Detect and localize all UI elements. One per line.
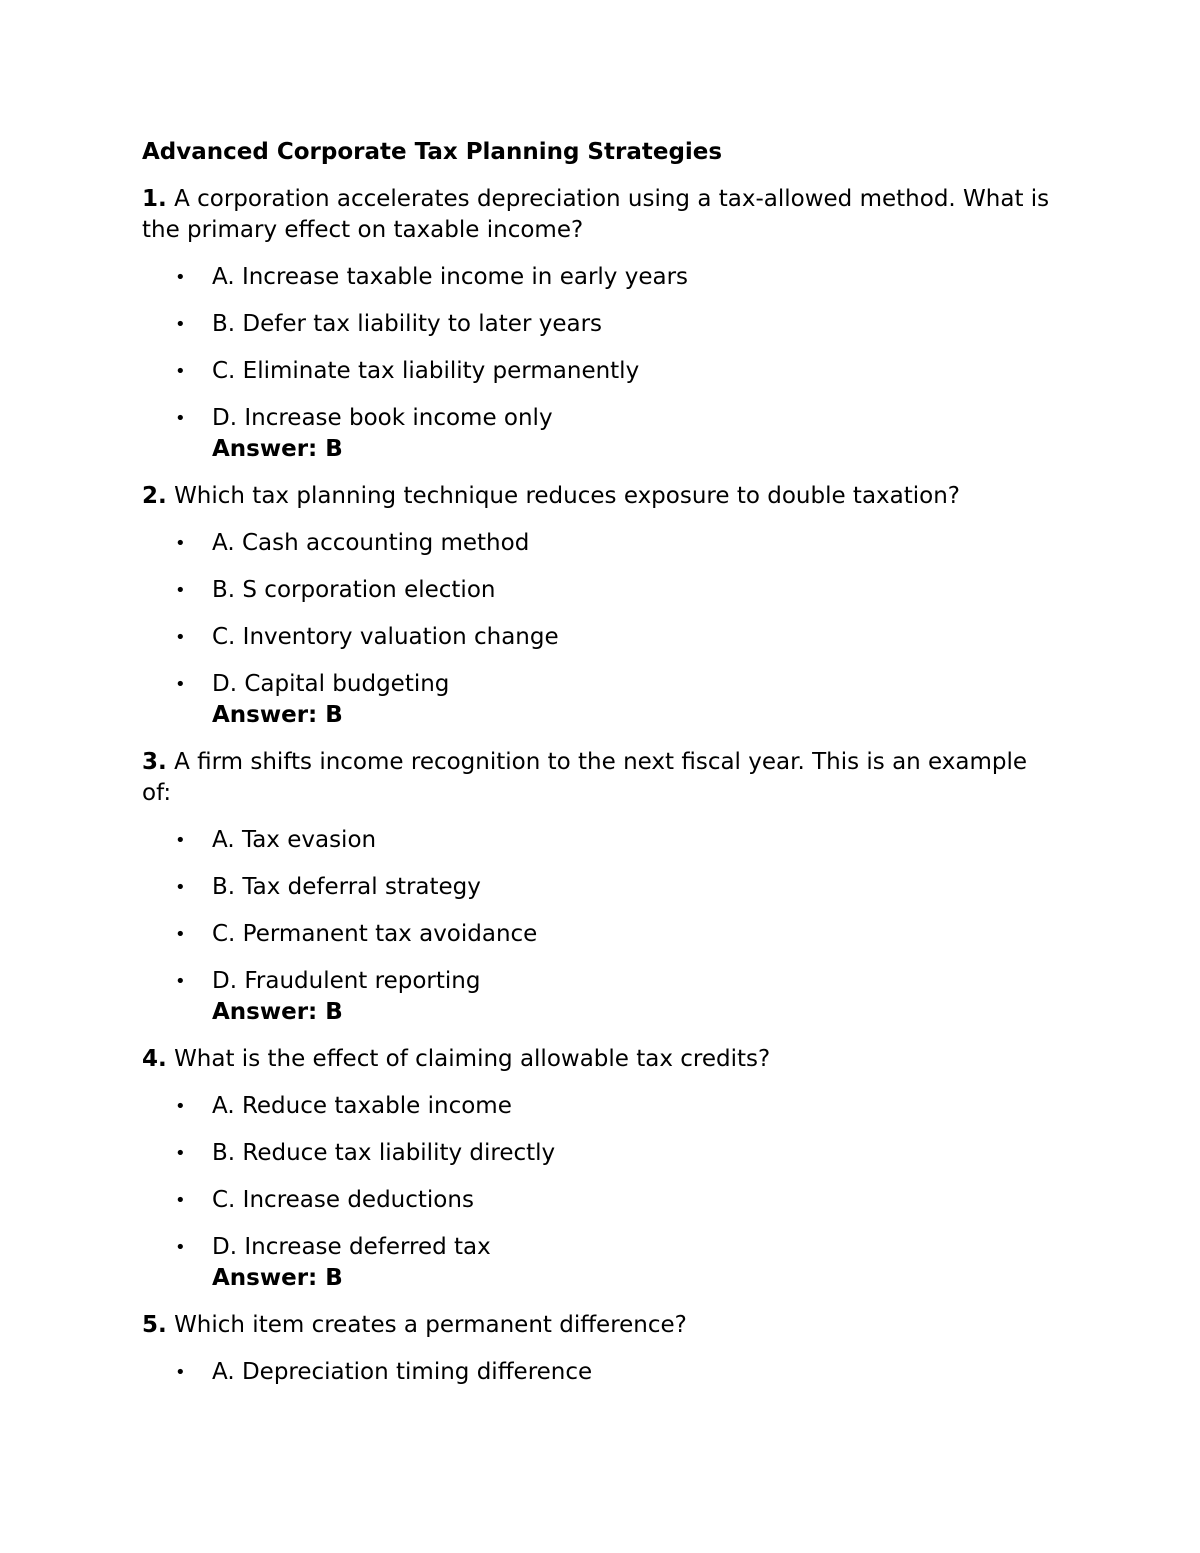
option-text: C. Eliminate tax liability permanently <box>212 358 640 384</box>
answer-label: Answer: <box>212 702 326 728</box>
bullet-icon: • <box>175 361 186 382</box>
bullet-icon: • <box>175 314 186 335</box>
option-item <box>142 825 1062 856</box>
option-item <box>142 1232 1062 1294</box>
option-text: A. Depreciation timing difference <box>212 1359 593 1385</box>
answer-value: B <box>325 436 343 462</box>
option-list <box>142 1357 1062 1388</box>
question-2 <box>142 481 1062 512</box>
bullet-icon: • <box>175 1362 186 1383</box>
question-number: 3. <box>142 749 167 775</box>
option-item <box>142 669 1062 731</box>
answer-line <box>212 434 1062 465</box>
option-item <box>142 262 1062 293</box>
option-item <box>142 356 1062 387</box>
option-text: D. Capital budgeting <box>212 671 450 697</box>
question-text: Which tax planning technique reduces exposure to double taxation? <box>174 483 961 509</box>
answer-label: Answer: <box>212 436 326 462</box>
option-item <box>142 966 1062 1028</box>
option-item <box>142 403 1062 465</box>
answer-value: B <box>325 999 343 1025</box>
option-item <box>142 575 1062 606</box>
bullet-icon: • <box>175 971 186 992</box>
option-list <box>142 262 1062 465</box>
option-list <box>142 528 1062 731</box>
bullet-icon: • <box>175 580 186 601</box>
answer-value: B <box>325 702 343 728</box>
question-number: 5. <box>142 1312 167 1338</box>
option-text: C. Increase deductions <box>212 1187 474 1213</box>
option-item <box>142 1138 1062 1169</box>
question-text: A firm shifts income recognition to the next fiscal year. This is an example of: <box>142 749 1028 806</box>
option-list <box>142 1091 1062 1294</box>
bullet-icon: • <box>175 408 186 429</box>
document-title: Advanced Corporate Tax Planning Strategies <box>142 139 723 165</box>
option-item <box>142 872 1062 903</box>
question-number: 2. <box>142 483 167 509</box>
bullet-icon: • <box>175 1190 186 1211</box>
option-text: B. Tax deferral strategy <box>212 874 481 900</box>
option-text: A. Cash accounting method <box>212 530 530 556</box>
option-text: B. S corporation election <box>212 577 496 603</box>
question-list <box>142 184 1062 1388</box>
answer-label: Answer: <box>212 999 326 1025</box>
bullet-icon: • <box>175 830 186 851</box>
bullet-icon: • <box>175 1237 186 1258</box>
question-1 <box>142 184 1062 246</box>
option-list <box>142 825 1062 1028</box>
option-item <box>142 1185 1062 1216</box>
option-item <box>142 528 1062 559</box>
question-text: A corporation accelerates depreciation using a tax-allowed method. What is the primary effect on taxable income? <box>142 186 1050 243</box>
question-text: Which item creates a permanent difference? <box>174 1312 687 1338</box>
document-page <box>142 137 1062 1404</box>
answer-line <box>212 997 1062 1028</box>
bullet-icon: • <box>175 924 186 945</box>
question-3 <box>142 747 1062 809</box>
answer-line <box>212 700 1062 731</box>
option-text: A. Increase taxable income in early years <box>212 264 689 290</box>
option-text: A. Tax evasion <box>212 827 377 853</box>
bullet-icon: • <box>175 674 186 695</box>
bullet-icon: • <box>175 627 186 648</box>
option-text: C. Permanent tax avoidance <box>212 921 538 947</box>
option-item <box>142 1357 1062 1388</box>
option-text: A. Reduce taxable income <box>212 1093 512 1119</box>
option-text: D. Fraudulent reporting <box>212 968 481 994</box>
option-text: B. Defer tax liability to later years <box>212 311 603 337</box>
option-item <box>142 1091 1062 1122</box>
answer-label: Answer: <box>212 1265 326 1291</box>
question-number: 1. <box>142 186 167 212</box>
bullet-icon: • <box>175 267 186 288</box>
question-text: What is the effect of claiming allowable tax credits? <box>174 1046 771 1072</box>
question-5 <box>142 1310 1062 1341</box>
bullet-icon: • <box>175 1096 186 1117</box>
question-4 <box>142 1044 1062 1075</box>
answer-line <box>212 1263 1062 1294</box>
option-text: B. Reduce tax liability directly <box>212 1140 556 1166</box>
question-number: 4. <box>142 1046 167 1072</box>
option-text: C. Inventory valuation change <box>212 624 559 650</box>
bullet-icon: • <box>175 1143 186 1164</box>
option-item <box>142 622 1062 653</box>
option-text: D. Increase deferred tax <box>212 1234 491 1260</box>
bullet-icon: • <box>175 533 186 554</box>
option-item <box>142 919 1062 950</box>
answer-value: B <box>325 1265 343 1291</box>
option-text: D. Increase book income only <box>212 405 553 431</box>
option-item <box>142 309 1062 340</box>
bullet-icon: • <box>175 877 186 898</box>
